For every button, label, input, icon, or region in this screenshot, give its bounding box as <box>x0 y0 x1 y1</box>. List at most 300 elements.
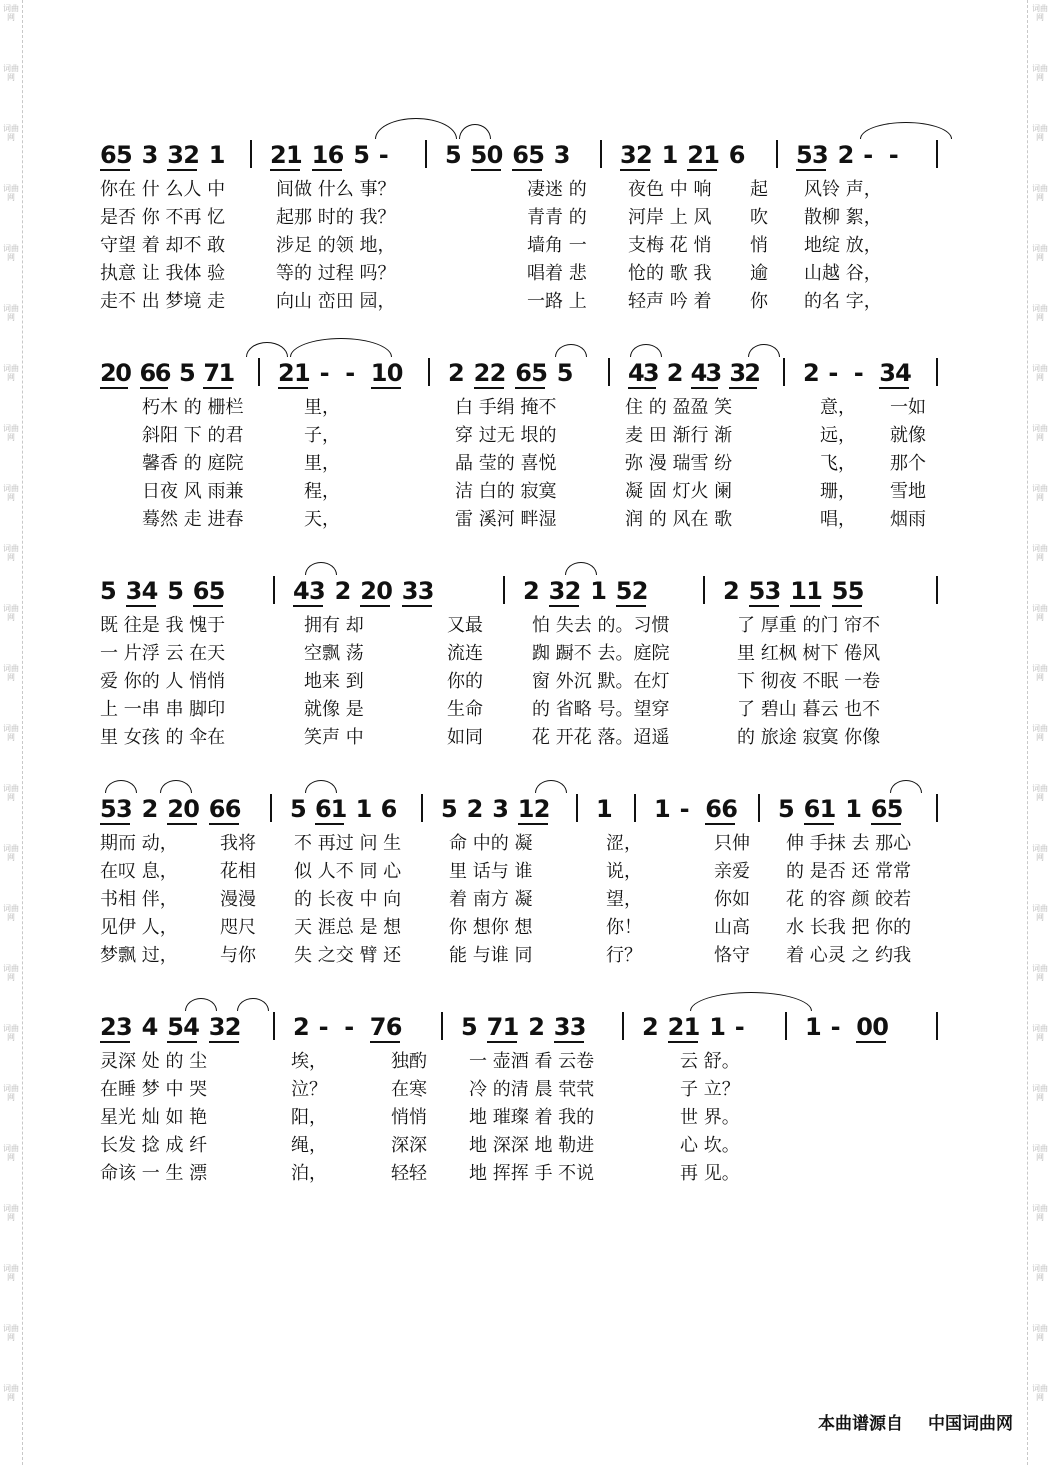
eighth-note-underline <box>804 823 834 825</box>
lyric-fragment: 深深 <box>391 1135 427 1156</box>
watermark-text: 词曲网 <box>3 544 19 562</box>
note-digit: 2 <box>141 795 159 823</box>
lyric-fragment: 泣？ <box>291 1079 327 1100</box>
eighth-note-underline <box>796 169 826 171</box>
barline <box>936 576 938 604</box>
lyric-fragment: 雪地 <box>890 481 926 502</box>
note-digit: 2 <box>100 359 117 387</box>
note-digit: 6 <box>380 795 398 823</box>
lyric-fragment: 书相 伴， <box>100 889 178 910</box>
lyric-fragment: 只伸 <box>714 833 750 854</box>
lyric-fragment: 的 是否 还 常常 <box>786 861 912 882</box>
note-digit: 2 <box>448 359 465 387</box>
lyric-fragment: 涉足 的领 地， <box>276 235 396 256</box>
note-digit: 5 <box>556 359 574 387</box>
lyric-fragment: 珊， <box>820 481 856 502</box>
barline <box>441 1012 443 1040</box>
lyric-fragment: 又最 <box>447 615 483 636</box>
lyric-fragment: 绳， <box>291 1135 327 1156</box>
lyric-fragment: 吹 <box>750 207 768 228</box>
lyric-fragment: 伸 手抹 去 那心 <box>786 833 912 854</box>
eighth-note-underline <box>549 605 579 607</box>
note-digit: 3 <box>620 141 637 169</box>
lyric-fragment: 泊， <box>291 1163 327 1184</box>
lyric-fragment: 水 长我 把 你的 <box>786 917 912 938</box>
watermark-text: 词曲网 <box>3 124 19 142</box>
lyric-fragment: 失 之交 臂 还 <box>294 945 402 966</box>
note-digit: 5 <box>167 577 184 605</box>
note-digit: 2 <box>466 795 484 823</box>
lyric-fragment: 灵深 处 的 尘 <box>100 1051 208 1072</box>
lyric-fragment: 飞， <box>820 453 856 474</box>
lyric-fragment: 日夜 风 雨兼 <box>142 481 244 502</box>
lyric-fragment: 了 厚重 的门 帘不 <box>737 615 881 636</box>
eighth-note-underline <box>203 387 231 389</box>
barline <box>270 794 272 822</box>
note-digit: 0 <box>872 1013 889 1041</box>
note-digit: 3 <box>812 141 829 169</box>
note-digit: 7 <box>486 1013 504 1041</box>
note-digit: 3 <box>492 795 509 823</box>
note-digit: 3 <box>141 141 159 169</box>
lyric-fragment: 山越 谷， <box>804 263 882 284</box>
barline <box>273 576 275 604</box>
note-digit: 3 <box>167 141 184 169</box>
lyric-fragment: 悄悄 <box>391 1107 427 1128</box>
eighth-note-underline <box>193 605 223 607</box>
watermark-text: 词曲网 <box>3 844 19 862</box>
watermark-text: 词曲网 <box>1032 1324 1048 1342</box>
slur-arc <box>185 998 217 1011</box>
note-digit: 1 <box>294 359 311 387</box>
lyric-fragment: 踟 蹰不 去。庭院 <box>532 643 670 664</box>
note-digit: - <box>319 359 330 387</box>
note-digit: 0 <box>183 795 200 823</box>
lyric-fragment: 天， <box>304 509 340 530</box>
lyric-fragment: 河岸 上 风 <box>628 207 712 228</box>
note-digit: 2 <box>837 141 855 169</box>
watermark-text: 词曲网 <box>3 1264 19 1282</box>
note-digit: 2 <box>642 1013 659 1041</box>
barline <box>421 794 423 822</box>
lyric-fragment: 地 挥挥 手 不说 <box>469 1163 595 1184</box>
note-digit: 1 <box>208 141 226 169</box>
lyric-fragment: 说， <box>606 861 642 882</box>
lyric-fragment: 你！ <box>606 917 642 938</box>
eighth-note-underline <box>209 823 239 825</box>
note-digit: 6 <box>803 795 821 823</box>
note-digit: 7 <box>369 1013 387 1041</box>
barline <box>936 1012 938 1040</box>
watermark-text: 词曲网 <box>3 64 19 82</box>
eighth-note-underline <box>616 605 646 607</box>
barline <box>576 794 578 822</box>
note-digit: 5 <box>179 359 196 387</box>
note-digit: 6 <box>192 577 210 605</box>
watermark-text: 词曲网 <box>1032 604 1048 622</box>
note-digit: 0 <box>486 141 504 169</box>
watermark-text: 词曲网 <box>3 1144 19 1162</box>
note-digit: 2 <box>489 359 507 387</box>
barline <box>936 140 938 168</box>
lyric-fragment: 轻轻 <box>391 1163 427 1184</box>
eighth-note-underline <box>474 387 504 389</box>
lyric-fragment: 不 再过 问 生 <box>294 833 402 854</box>
note-digit: 3 <box>553 1013 571 1041</box>
slur-arc <box>305 780 337 793</box>
eighth-note-underline <box>209 1041 239 1043</box>
lyric-fragment: 逾 <box>750 263 768 284</box>
lyric-fragment: 远， <box>820 425 856 446</box>
note-digit: 5 <box>748 577 766 605</box>
lyric-fragment: 执意 让 我体 验 <box>100 263 226 284</box>
watermark-text: 词曲网 <box>3 484 19 502</box>
watermark-text: 词曲网 <box>1032 364 1048 382</box>
eighth-note-underline <box>100 387 128 389</box>
lyric-fragment: 雷 溪河 畔湿 <box>455 509 557 530</box>
note-digit: 6 <box>327 141 345 169</box>
lyric-fragment: 下 彻夜 不眠 一卷 <box>737 671 881 692</box>
lyric-fragment: 星光 灿 如 艳 <box>100 1107 208 1128</box>
watermark-text: 词曲网 <box>1032 1264 1048 1282</box>
lyric-fragment: 命 中的 凝 <box>449 833 533 854</box>
barline <box>776 140 778 168</box>
lyric-fragment: 的名 字， <box>804 291 882 312</box>
lyric-fragment: 你的 <box>447 671 483 692</box>
note-digit: 3 <box>729 359 747 387</box>
note-digit: - <box>318 1013 329 1041</box>
lyric-fragment: 烟雨 <box>890 509 926 530</box>
lyric-fragment: 润 的 风在 歌 <box>625 509 733 530</box>
note-digit: 6 <box>705 795 722 823</box>
note-digit: 5 <box>778 795 795 823</box>
watermark-text: 词曲网 <box>1032 1144 1048 1162</box>
watermark-text: 词曲网 <box>3 964 19 982</box>
eighth-note-underline <box>620 169 650 171</box>
watermark-text: 词曲网 <box>1032 964 1048 982</box>
eighth-note-underline <box>487 1041 517 1043</box>
note-digit: 6 <box>154 359 172 387</box>
lyric-fragment: 你 <box>750 291 768 312</box>
note-digit: 4 <box>141 577 159 605</box>
watermark-text: 词曲网 <box>1032 664 1048 682</box>
watermark-text: 词曲网 <box>3 1324 19 1342</box>
note-digit: 5 <box>615 577 633 605</box>
eighth-note-underline <box>100 1041 130 1043</box>
lyric-fragment: 蓦然 走 进春 <box>142 509 244 530</box>
note-digit: 5 <box>445 141 462 169</box>
slur-arc <box>375 118 457 139</box>
lyric-fragment: 怕 失去 的。习惯 <box>532 615 670 636</box>
eighth-note-underline <box>879 387 909 389</box>
note-digit: 2 <box>293 1013 310 1041</box>
lyric-fragment: 爱 你的 人 悄悄 <box>100 671 226 692</box>
lyric-fragment: 流连 <box>447 643 483 664</box>
note-digit: 6 <box>721 795 738 823</box>
barline <box>634 794 636 822</box>
note-digit: 5 <box>441 795 458 823</box>
eighth-note-underline <box>140 387 168 389</box>
lyric-fragment: 亲爱 <box>714 861 750 882</box>
note-digit: - <box>344 1013 355 1041</box>
note-digit: 2 <box>744 359 761 387</box>
lyric-fragment: 等的 过程 吗？ <box>276 263 396 284</box>
note-digit: 1 <box>790 577 807 605</box>
note-digit: 5 <box>796 141 813 169</box>
note-digit: 1 <box>845 795 862 823</box>
lyric-fragment: 恪守 <box>714 945 750 966</box>
note-digit: 2 <box>667 1013 685 1041</box>
lyric-fragment: 里 红枫 树下 倦风 <box>737 643 881 664</box>
note-digit: 1 <box>590 577 607 605</box>
eighth-note-underline <box>871 823 901 825</box>
watermark-text: 词曲网 <box>1032 1204 1048 1222</box>
lyric-fragment: 如同 <box>447 727 483 748</box>
lyric-fragment: 里， <box>304 453 340 474</box>
note-digit: 0 <box>386 359 404 387</box>
eighth-note-underline <box>749 605 779 607</box>
slur-arc <box>890 780 922 793</box>
watermark-text: 词曲网 <box>3 724 19 742</box>
lyric-fragment: 向山 峦田 园， <box>276 291 396 312</box>
note-digit: 4 <box>183 1013 200 1041</box>
barline <box>600 140 602 168</box>
watermark-text: 词曲网 <box>1032 124 1048 142</box>
lyric-fragment: 一如 <box>890 397 926 418</box>
note-digit: - <box>378 141 389 169</box>
eighth-note-underline <box>270 169 300 171</box>
lyric-fragment: 在叹 息， <box>100 861 178 882</box>
lyric-fragment: 白 手绢 掩不 <box>455 397 557 418</box>
note-digit: 6 <box>515 359 532 387</box>
lyric-fragment: 冷 的清 晨 茕茕 <box>469 1079 595 1100</box>
slur-arc <box>565 562 597 575</box>
note-digit: 6 <box>512 141 529 169</box>
eighth-note-underline <box>512 169 542 171</box>
lyric-fragment: 墙角 一 <box>527 235 587 256</box>
lyric-fragment: 似 人不 同 心 <box>294 861 402 882</box>
watermark-text: 词曲网 <box>3 1204 19 1222</box>
note-digit: 2 <box>723 577 740 605</box>
lyric-fragment: 山高 <box>714 917 750 938</box>
lyric-fragment: 了 碧山 暮云 也不 <box>737 699 881 720</box>
lyric-fragment: 独酌 <box>391 1051 427 1072</box>
lyric-fragment: 守望 着 却不 敢 <box>100 235 226 256</box>
eighth-note-underline <box>293 605 323 607</box>
lyric-fragment: 行？ <box>606 945 642 966</box>
slur-arc <box>860 122 952 139</box>
lyric-fragment: 程， <box>304 481 340 502</box>
note-digit: 0 <box>115 359 132 387</box>
slur-arc <box>237 998 269 1011</box>
note-digit: 2 <box>334 577 352 605</box>
eighth-note-underline <box>371 387 401 389</box>
slur-arc <box>246 342 288 357</box>
lyric-fragment: 就像 是 <box>304 699 364 720</box>
watermark-text: 词曲网 <box>3 904 19 922</box>
barline <box>936 794 938 822</box>
lyric-fragment: 子， <box>304 425 340 446</box>
lyric-fragment: 起 <box>750 179 768 200</box>
lyric-fragment: 埃， <box>291 1051 327 1072</box>
note-digit: 1 <box>311 141 329 169</box>
lyric-fragment: 地绽 放， <box>804 235 882 256</box>
note-digit: 5 <box>831 577 849 605</box>
note-digit: 5 <box>167 1013 184 1041</box>
note-digit: 4 <box>141 1013 159 1041</box>
note-digit: 5 <box>116 141 133 169</box>
watermark-text: 词曲网 <box>1032 64 1048 82</box>
lyric-fragment: 能 与谁 同 <box>449 945 533 966</box>
lyric-fragment: 涩， <box>606 833 642 854</box>
note-digit: 2 <box>523 577 540 605</box>
watermark-text: 词曲网 <box>3 184 19 202</box>
lyric-fragment: 地 璀璨 着 我的 <box>469 1107 595 1128</box>
barline <box>783 358 785 386</box>
eighth-note-underline <box>100 169 130 171</box>
lyric-fragment: 麦 田 渐行 渐 <box>625 425 733 446</box>
note-digit: 5 <box>470 141 488 169</box>
lyric-fragment: 你 想你 想 <box>449 917 533 938</box>
note-digit: 2 <box>100 1013 117 1041</box>
note-digit: 6 <box>385 1013 403 1041</box>
lyric-fragment: 就像 <box>890 425 926 446</box>
slur-arc <box>630 344 662 357</box>
watermark-text: 词曲网 <box>1032 1084 1048 1102</box>
eighth-note-underline <box>668 1041 698 1043</box>
lyric-fragment: 咫尺 <box>220 917 256 938</box>
lyric-fragment: 夜色 中 响 <box>628 179 712 200</box>
eighth-note-underline <box>360 605 390 607</box>
note-digit: 7 <box>203 359 221 387</box>
note-digit: 1 <box>286 141 303 169</box>
lyric-fragment: 馨香 的 庭院 <box>142 453 244 474</box>
note-digit: - <box>863 141 874 169</box>
lyric-fragment: 青青 的 <box>527 207 587 228</box>
note-digit: 1 <box>703 141 720 169</box>
lyric-fragment: 梦飘 过， <box>100 945 178 966</box>
lyric-fragment: 与你 <box>220 945 256 966</box>
lyric-fragment: 里 女孩 的 伞在 <box>100 727 226 748</box>
note-digit: 1 <box>709 1013 726 1041</box>
lyric-fragment: 一 壶酒 看 云卷 <box>469 1051 595 1072</box>
eighth-note-underline <box>554 1041 584 1043</box>
lyric-fragment: 里 话与 谁 <box>449 861 533 882</box>
lyric-fragment: 我将 <box>220 833 256 854</box>
lyric-fragment: 花 开花 落。迢遥 <box>532 727 670 748</box>
eighth-note-underline <box>167 823 197 825</box>
watermark-text: 词曲网 <box>3 784 19 802</box>
slur-arc <box>535 780 567 793</box>
note-digit: 1 <box>805 1013 822 1041</box>
lyric-fragment: 是否 你 不再 忆 <box>100 207 226 228</box>
note-digit: 3 <box>642 359 660 387</box>
lyric-fragment: 空飘 荡 <box>304 643 364 664</box>
note-digit: 1 <box>218 359 236 387</box>
note-digit: 3 <box>764 577 782 605</box>
watermark-text: 词曲网 <box>1032 844 1048 862</box>
lyric-fragment: 意， <box>820 397 856 418</box>
note-digit: 1 <box>654 795 671 823</box>
watermark-text: 词曲网 <box>1032 184 1048 202</box>
lyric-fragment: 花 的容 颜 皎若 <box>786 889 912 910</box>
note-digit: 1 <box>806 577 823 605</box>
note-digit: 3 <box>548 577 566 605</box>
lyric-fragment: 见伊 人， <box>100 917 178 938</box>
lyric-fragment: 笑声 中 <box>304 727 364 748</box>
lyric-fragment: 着 南方 凝 <box>449 889 533 910</box>
eighth-note-underline <box>167 169 197 171</box>
eighth-note-underline <box>518 823 548 825</box>
note-digit: 2 <box>564 577 582 605</box>
barline <box>258 358 260 386</box>
lyric-fragment: 望， <box>606 889 642 910</box>
note-digit: 5 <box>528 141 545 169</box>
lyric-fragment: 凄迷 的 <box>527 179 587 200</box>
watermark-text: 词曲网 <box>1032 1024 1048 1042</box>
lyric-fragment: 世 界。 <box>680 1107 740 1128</box>
watermark-text: 词曲网 <box>3 664 19 682</box>
eighth-note-underline <box>729 387 757 389</box>
watermark-text: 词曲网 <box>1032 484 1048 502</box>
note-digit: 1 <box>596 795 613 823</box>
barline <box>936 358 938 386</box>
slur-arc <box>105 780 137 793</box>
note-digit: 5 <box>290 795 307 823</box>
note-digit: - <box>345 359 356 387</box>
note-digit: 3 <box>879 359 896 387</box>
lyric-fragment: 的 长夜 中 向 <box>294 889 402 910</box>
lyric-fragment: 那个 <box>890 453 926 474</box>
lyric-fragment: 你在 什 么人 中 <box>100 179 226 200</box>
eighth-note-underline <box>126 605 156 607</box>
lyric-fragment: 唱， <box>820 509 856 530</box>
note-digit: 6 <box>100 141 117 169</box>
note-digit: 2 <box>533 795 551 823</box>
lyric-fragment: 长发 捻 成 纤 <box>100 1135 208 1156</box>
lyric-fragment: 一路 上 <box>527 291 587 312</box>
lyric-fragment: 晶 莹的 喜悦 <box>455 453 557 474</box>
note-digit: 5 <box>847 577 865 605</box>
note-digit: 2 <box>528 1013 545 1041</box>
note-digit: 2 <box>270 141 287 169</box>
note-digit: 5 <box>353 141 370 169</box>
note-digit: 2 <box>636 141 653 169</box>
slur-arc <box>748 344 780 357</box>
lyric-fragment: 凝 固 灯火 阑 <box>625 481 733 502</box>
note-digit: 2 <box>224 1013 242 1041</box>
note-digit: 0 <box>856 1013 873 1041</box>
lyric-fragment: 散柳 絮， <box>804 207 882 228</box>
eighth-note-underline <box>856 1041 886 1043</box>
slur-arc <box>160 780 192 793</box>
note-digit: - <box>679 795 690 823</box>
eighth-note-underline <box>100 823 130 825</box>
eighth-note-underline <box>471 169 501 171</box>
note-digit: 2 <box>167 795 184 823</box>
slur-arc <box>555 344 587 357</box>
footer-source-label: 本曲谱源自 <box>818 1414 903 1434</box>
lyric-fragment: 花相 <box>220 861 256 882</box>
note-digit: 2 <box>631 577 649 605</box>
eighth-note-underline <box>402 605 432 607</box>
note-digit: 1 <box>502 1013 520 1041</box>
note-digit: 1 <box>819 795 837 823</box>
lyric-fragment: 子 立？ <box>680 1079 740 1100</box>
note-digit: 6 <box>315 795 332 823</box>
lyric-fragment: 上 一串 串 脚印 <box>100 699 226 720</box>
note-digit: 1 <box>330 795 348 823</box>
